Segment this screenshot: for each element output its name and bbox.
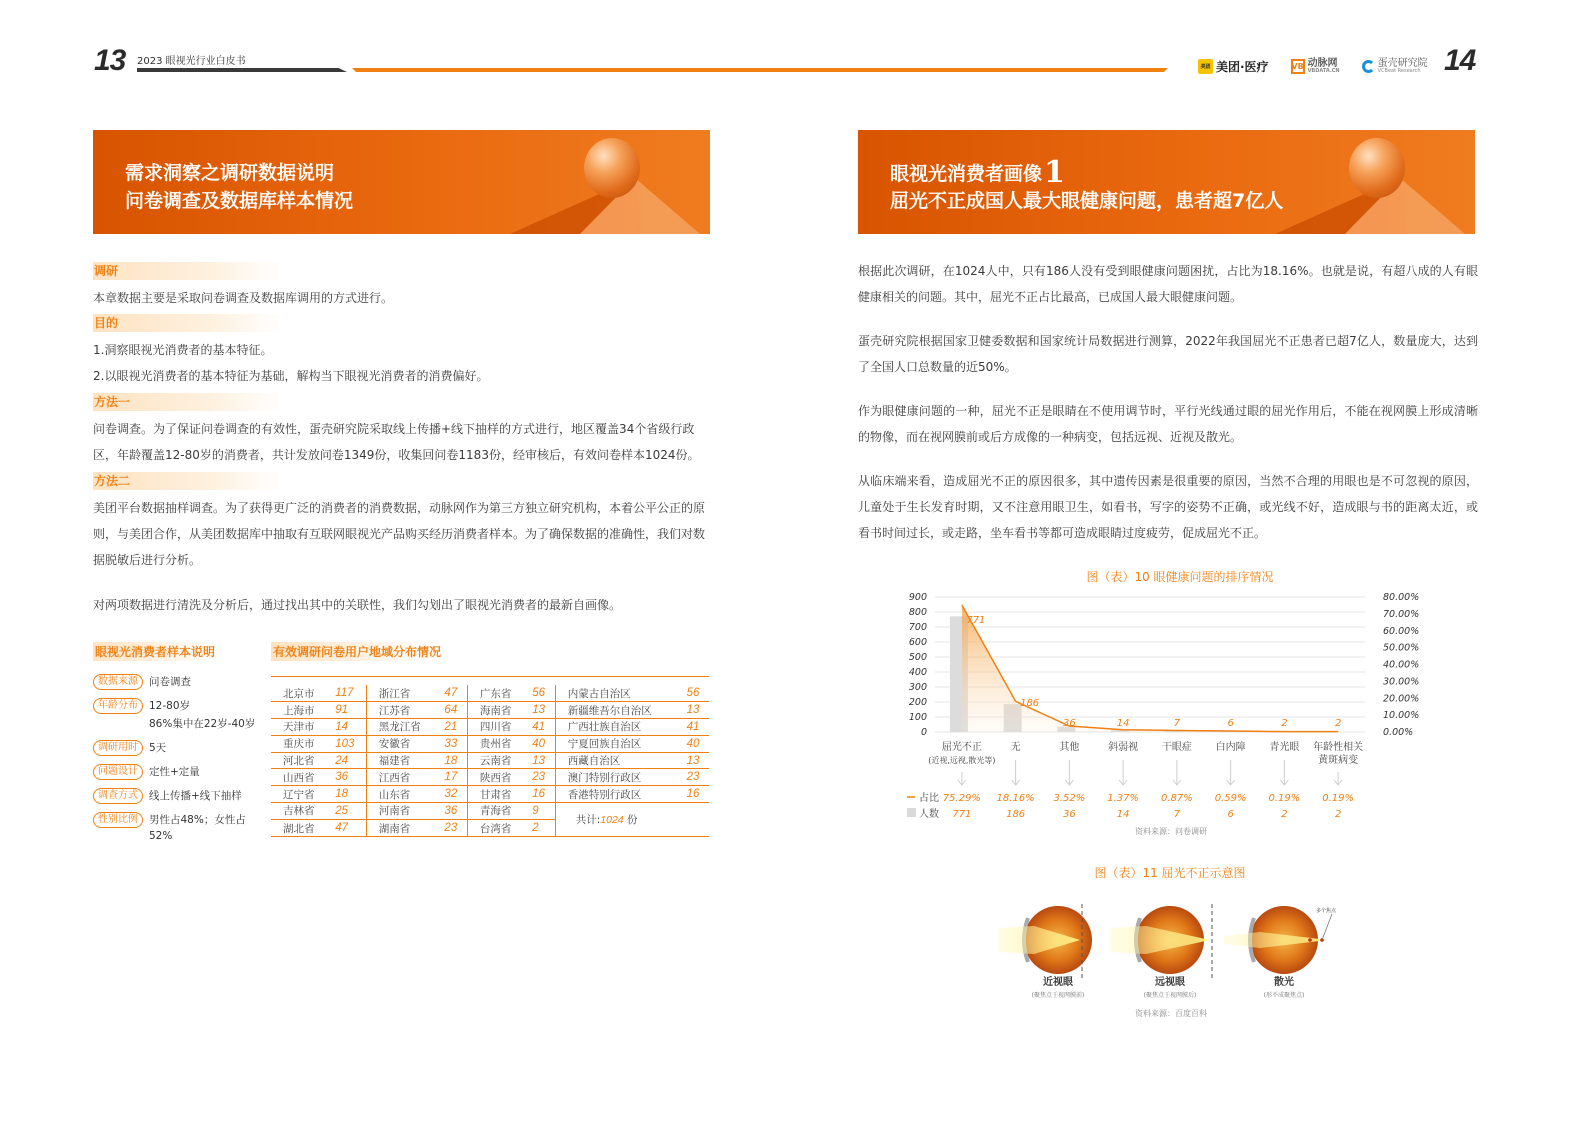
- svg-text:400: 400: [908, 667, 927, 678]
- region-count: 117: [331, 685, 366, 702]
- meituan-badge-icon: 美团: [1198, 59, 1213, 74]
- region-count: 18: [440, 752, 467, 769]
- region-name: 重庆市: [271, 735, 331, 752]
- svg-text:600: 600: [908, 637, 927, 648]
- region-name: 台湾省: [479, 822, 512, 835]
- svg-text:2: 2: [1334, 718, 1342, 729]
- svg-text:0: 0: [920, 727, 927, 738]
- sample-label-pill: 数据来源: [93, 674, 143, 690]
- document-title: 2023 眼视光行业白皮书: [137, 56, 246, 67]
- sphere-decoration-icon: [584, 138, 640, 198]
- svg-text:10.00%: 10.00%: [1383, 710, 1420, 722]
- partner-logos: [1198, 58, 1428, 75]
- section-tag-method-2: 方法二: [93, 472, 283, 490]
- svg-text:14: 14: [1116, 809, 1130, 820]
- purpose-item-1: 1.洞察眼视光消费者的基本特征。: [93, 343, 273, 357]
- figure-11-source: 资料来源：百度百科: [1135, 1009, 1207, 1018]
- sample-item-gender: 性别比例 男性占48%；女性占52%: [93, 812, 268, 844]
- svg-text:14: 14: [1116, 718, 1130, 729]
- svg-text:(聚焦点于视网膜前): (聚焦点于视网膜前): [1031, 992, 1085, 999]
- svg-text:多个焦点: 多个焦点: [1316, 908, 1337, 914]
- myopia-eye-icon: [998, 904, 1092, 980]
- region-name: 江西省: [366, 769, 440, 786]
- region-name: 新疆维吾尔自治区: [555, 702, 682, 719]
- region-name: 海南省: [467, 702, 528, 719]
- svg-text:100: 100: [908, 712, 927, 723]
- section-tag-purpose: 目的: [93, 314, 283, 332]
- region-count: 18: [331, 786, 366, 803]
- svg-text:800: 800: [908, 607, 927, 618]
- sample-label-pill: 调查方式: [93, 788, 143, 804]
- region-count: 25: [331, 803, 366, 820]
- svg-text:186: 186: [1020, 698, 1040, 709]
- svg-text:无: 无: [1010, 742, 1021, 753]
- region-name: 山东省: [366, 786, 440, 803]
- region-count: 33: [440, 735, 467, 752]
- region-name: 青海省: [467, 803, 528, 820]
- svg-text:1.37%: 1.37%: [1107, 793, 1140, 804]
- region-name: 黑龙江省: [366, 719, 440, 736]
- svg-text:干眼症: 干眼症: [1161, 742, 1192, 753]
- region-count: 16: [683, 786, 709, 803]
- svg-text:占比: 占比: [919, 793, 939, 804]
- region-count: 9: [528, 803, 555, 820]
- region-name: 安徽省: [366, 735, 440, 752]
- svg-text:0.19%: 0.19%: [1322, 793, 1355, 804]
- svg-text:6: 6: [1227, 809, 1234, 820]
- region-count: 103: [331, 735, 366, 752]
- region-name: 甘肃省: [467, 786, 528, 803]
- vcbeat-ring-icon: [1362, 60, 1375, 73]
- hyperopia-eye-icon: [1110, 904, 1212, 980]
- region-name: 陕西省: [467, 769, 528, 786]
- svg-text:2: 2: [1281, 718, 1288, 729]
- region-row: [271, 702, 709, 719]
- figure-11-title: 图（表）11 屈光不正示意图: [1094, 866, 1246, 880]
- closing-paragraph: 对两项数据进行清洗及分析后，通过找出其中的关联性，我们勾划出了眼视光消费者的最新自画像。: [93, 598, 622, 612]
- svg-text:青光眼: 青光眼: [1269, 742, 1300, 753]
- region-name: 山西省: [271, 769, 331, 786]
- region-count: 23: [440, 819, 467, 836]
- region-name: 河北省: [271, 752, 331, 769]
- svg-text:771: 771: [952, 809, 972, 820]
- vbdata-logo: VB 动脉网 VBDATA.CN: [1291, 58, 1340, 74]
- right-section-banner: [858, 130, 1475, 234]
- region-name: 上海市: [271, 702, 331, 719]
- region-name: 福建省: [366, 752, 440, 769]
- svg-text:50.00%: 50.00%: [1383, 642, 1420, 654]
- eye-health-ranking-chart: [895, 585, 1455, 825]
- svg-text:0.87%: 0.87%: [1160, 793, 1193, 804]
- paragraph-4: 从临床端来看，造成屈光不正的原因很多，其中遗传因素是很重要的原因，当然不合理的用眼也是不可忽视的原因，儿童处于生长发育时期，又不注意用眼卫生，如看书，写字的姿势不正确，或光线不好，造成眼与书的距离太近，或看书时间过长，或走路，坐车看书等都可造成眼睛过度疲劳，促成屈光不正。: [858, 474, 1478, 540]
- svg-text:7: 7: [1173, 809, 1181, 820]
- region-count: 64: [440, 702, 467, 719]
- region-count: 24: [331, 752, 366, 769]
- region-name: 广西壮族自治区: [555, 719, 682, 736]
- region-count: 36: [440, 803, 467, 820]
- region-count: 23: [528, 769, 555, 786]
- svg-text:700: 700: [908, 622, 927, 633]
- region-name: 辽宁省: [271, 786, 331, 803]
- pyramid-decoration-icon: [450, 174, 710, 234]
- svg-text:(聚焦点于视网膜后): (聚焦点于视网膜后): [1143, 992, 1197, 999]
- section-tag-research: 调研: [93, 262, 283, 280]
- sample-item-method: 调查方式 线上传播+线下抽样: [93, 788, 268, 804]
- svg-text:6: 6: [1227, 718, 1234, 729]
- region-count: 13: [528, 752, 555, 769]
- svg-text:300: 300: [908, 682, 927, 693]
- svg-text:其他: 其他: [1059, 742, 1080, 753]
- svg-text:2: 2: [1334, 809, 1342, 820]
- region-distribution-table: [271, 676, 709, 837]
- region-row: [271, 769, 709, 786]
- banner-title-line2: 问卷调查及数据库样本情况: [125, 190, 354, 212]
- region-name: 吉林省: [271, 803, 331, 820]
- header-rule-orange: [352, 68, 1168, 72]
- svg-text:年龄性相关: 年龄性相关: [1313, 742, 1364, 753]
- region-count: 91: [331, 702, 366, 719]
- right-page-number: 14: [1444, 44, 1476, 77]
- region-name: 澳门特别行政区: [555, 769, 682, 786]
- region-count: 23: [683, 769, 709, 786]
- svg-text:散光: 散光: [1274, 977, 1294, 988]
- banner-title-line1: 眼视光消费者画像1: [890, 155, 1065, 190]
- sample-label-pill: 问题设计: [93, 764, 143, 780]
- svg-text:70.00%: 70.00%: [1383, 608, 1420, 620]
- svg-text:近视眼: 近视眼: [1043, 977, 1073, 988]
- svg-text:900: 900: [908, 592, 927, 603]
- svg-text:人数: 人数: [919, 809, 939, 820]
- region-row: [271, 803, 709, 820]
- sample-description-title: 眼视光消费者样本说明: [93, 642, 217, 661]
- region-count: 40: [683, 735, 709, 752]
- region-name: 北京市: [271, 685, 331, 702]
- sample-item-age: 年龄分布 12-80岁 86%集中在22岁-40岁: [93, 698, 268, 732]
- region-name: 云南省: [467, 752, 528, 769]
- region-name: 香港特别行政区: [555, 786, 682, 803]
- svg-text:36: 36: [1063, 809, 1076, 820]
- refractive-error-diagram: [998, 900, 1338, 1010]
- region-row: [271, 719, 709, 736]
- method-2-paragraph: 美团平台数据抽样调查。为了获得更广泛的消费者的消费数据，动脉网作为第三方独立研究机构，本着公平公正的原则，与美团合作，从美团数据库中抽取有互联网眼视光产品购买经历消费者样本。为了确保数据的准确性，我们对数据脱敏后进行分析。: [93, 501, 706, 567]
- left-page-number: 13: [94, 44, 126, 77]
- figure-10-title: 图（表）10 眼健康问题的排序情况: [1086, 570, 1274, 584]
- svg-text:75.29%: 75.29%: [942, 793, 981, 804]
- region-count: 47: [440, 685, 467, 702]
- purpose-item-2: 2.以眼视光消费者的基本特征为基础，解构当下眼视光消费者的消费偏好。: [93, 369, 489, 383]
- svg-text:0.19%: 0.19%: [1268, 793, 1301, 804]
- region-count: 40: [528, 735, 555, 752]
- region-name: 宁夏回族自治区: [555, 735, 682, 752]
- region-count: 13: [528, 702, 555, 719]
- region-name: 西藏自治区: [555, 752, 682, 769]
- svg-text:30.00%: 30.00%: [1383, 676, 1420, 688]
- svg-text:80.00%: 80.00%: [1383, 592, 1420, 603]
- sample-label-pill: 调研用时: [93, 740, 143, 756]
- region-name: 天津市: [271, 719, 331, 736]
- paragraph-3: 作为眼健康问题的一种，屈光不正是眼睛在不使用调节时，平行光线通过眼的屈光作用后，不能在视网膜上形成清晰的物像，而在视网膜前或后方成像的一种病变，包括远视、近视及散光。: [858, 404, 1478, 444]
- meituan-medical-logo: 美团 美团·医疗: [1198, 58, 1269, 75]
- method-1-paragraph: 问卷调查。为了保证问卷调查的有效性，蛋壳研究院采取线上传播+线下抽样的方式进行，地区覆盖34个省级行政区，年龄覆盖12-80岁的消费者，共计发放问卷1349份，收集回问卷1183份，经审核后，有效问卷样本1024份。: [93, 422, 700, 462]
- sample-item-duration: 调研用时 5天: [93, 740, 268, 756]
- sample-item-source: 数据来源 问卷调查: [93, 674, 268, 690]
- region-name: 江苏省: [366, 702, 440, 719]
- region-count: 47: [331, 819, 366, 836]
- section-tag-method-1: 方法一: [93, 393, 283, 411]
- region-count: 36: [331, 769, 366, 786]
- svg-text:(形不成聚焦点): (形不成聚焦点): [1263, 992, 1305, 999]
- sample-description-list: [93, 674, 268, 852]
- region-name: 四川省: [467, 719, 528, 736]
- svg-text:18.16%: 18.16%: [996, 793, 1035, 804]
- header-rule-dark: [137, 68, 347, 72]
- region-count: 41: [528, 719, 555, 736]
- region-name: 广东省: [467, 685, 528, 702]
- vcbeat-logo: 蛋壳研究院 VCBeat Research: [1362, 59, 1428, 74]
- region-row: [271, 752, 709, 769]
- banner-title-line2: 屈光不正成国人最大眼健康问题，患者超7亿人: [890, 190, 1284, 212]
- region-count: 56: [683, 685, 709, 702]
- region-count: 16: [528, 786, 555, 803]
- svg-text:白内障: 白内障: [1215, 742, 1246, 753]
- region-distribution-title: 有效调研问卷用户地域分布情况: [271, 642, 443, 661]
- svg-text:3.52%: 3.52%: [1053, 793, 1086, 804]
- region-count: 13: [683, 702, 709, 719]
- region-name: 内蒙古自治区: [555, 685, 682, 702]
- left-section-banner: [93, 130, 710, 234]
- sample-item-design: 问题设计 定性+定量: [93, 764, 268, 780]
- svg-text:200: 200: [908, 697, 927, 708]
- sphere-decoration-icon: [1349, 138, 1405, 198]
- region-row: [271, 786, 709, 803]
- svg-text:斜弱视: 斜弱视: [1108, 742, 1139, 753]
- paragraph-2: 蛋壳研究院根据国家卫健委数据和国家统计局数据进行测算，2022年我国屈光不正患者已超7亿人，数量庞大，达到了全国人口总数量的近50%。: [858, 334, 1478, 374]
- region-count: 32: [440, 786, 467, 803]
- region-count: 17: [440, 769, 467, 786]
- region-total: 共计:1024 份: [575, 814, 638, 827]
- figure-10-source: 资料来源：问卷调研: [1135, 827, 1207, 836]
- svg-text:屈光不正: 屈光不正: [941, 742, 982, 753]
- region-count: 56: [528, 685, 555, 702]
- region-name: 湖南省: [378, 822, 411, 835]
- svg-text:7: 7: [1173, 718, 1181, 729]
- sample-label-pill: 性别比例: [93, 812, 143, 828]
- svg-text:40.00%: 40.00%: [1383, 659, 1420, 671]
- svg-text:186: 186: [1006, 809, 1026, 820]
- region-count: 13: [683, 752, 709, 769]
- region-count: 14: [331, 719, 366, 736]
- region-name: 湖北省: [283, 822, 315, 835]
- pyramid-decoration-icon: [1215, 174, 1475, 234]
- region-count: 21: [440, 719, 467, 736]
- astigmatism-eye-icon: [1224, 906, 1337, 974]
- banner-title-line1: 需求洞察之调研数据说明: [125, 162, 335, 184]
- vb-badge-icon: VB: [1291, 59, 1305, 74]
- region-name: 河南省: [366, 803, 440, 820]
- svg-text:(近视,远视,散光等): (近视,远视,散光等): [928, 756, 996, 765]
- region-count: 41: [683, 719, 709, 736]
- svg-text:500: 500: [908, 652, 927, 663]
- svg-text:771: 771: [966, 615, 986, 626]
- svg-text:0.00%: 0.00%: [1383, 727, 1414, 738]
- sample-label-pill: 年龄分布: [93, 698, 143, 714]
- region-row: [271, 685, 709, 702]
- svg-text:36: 36: [1063, 718, 1076, 729]
- region-row: [271, 735, 709, 752]
- region-count: 2: [528, 819, 555, 836]
- svg-text:2: 2: [1281, 809, 1288, 820]
- svg-text:黄斑病变: 黄斑病变: [1318, 755, 1359, 766]
- region-name: 贵州省: [467, 735, 528, 752]
- svg-text:20.00%: 20.00%: [1383, 693, 1420, 705]
- paragraph-1: 根据此次调研，在1024人中，只有186人没有受到眼健康问题困扰，占比为18.16%。也就是说，有超八成的人有眼健康相关的问题。其中，屈光不正占比最高，已成国人最大眼健康问题。: [858, 264, 1478, 304]
- svg-text:60.00%: 60.00%: [1383, 625, 1420, 637]
- research-paragraph: 本章数据主要是采取问卷调查及数据库调用的方式进行。: [93, 291, 394, 305]
- svg-text:远视眼: 远视眼: [1155, 977, 1185, 988]
- region-name: 浙江省: [366, 685, 440, 702]
- svg-text:0.59%: 0.59%: [1214, 793, 1247, 804]
